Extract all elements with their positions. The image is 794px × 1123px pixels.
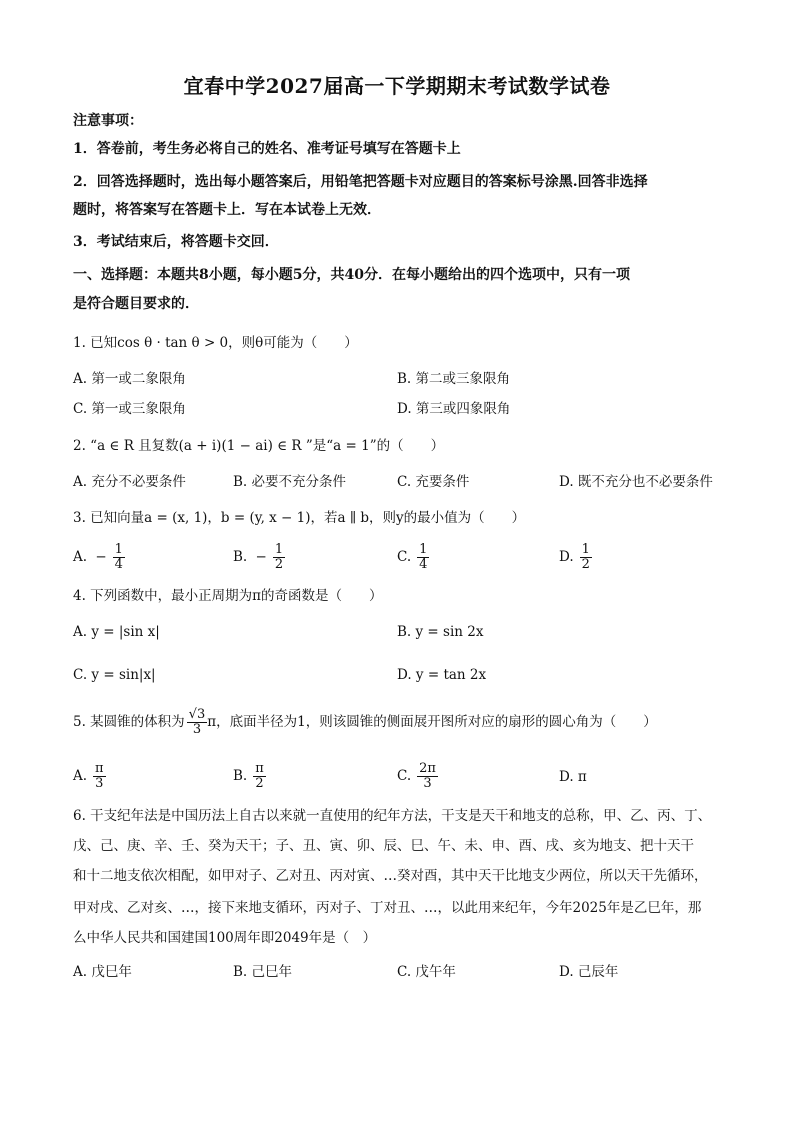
notice-item-2-cont: 题时，将答案写在答题卡上．写在本试卷上无效． (73, 202, 381, 218)
question-1-stem: 1. 已知cos θ · tan θ > 0，则θ可能为（ ） (73, 335, 358, 351)
minus-sign: − (95, 549, 107, 565)
fraction-denominator: 4 (419, 557, 428, 572)
question-2-option-b[interactable]: B. 必要不充分条件 (233, 474, 347, 490)
question-5-stem-post: π，底面半径为1，则该圆锥的侧面展开图所对应的扇形的圆心角为（ ） (207, 714, 657, 730)
question-5-option-b[interactable] (233, 762, 266, 791)
question-6-line-3: 和十二地支依次相配，如甲对子、乙对丑、丙对寅、…癸对酉，其中天干比地支少两位，所以天干先循环， (73, 868, 708, 884)
question-5-option-c[interactable] (397, 762, 438, 791)
volume-fraction (187, 708, 208, 737)
notice-item-2: 2．回答选择题时，选出每小题答案后，用铅笔把答题卡对应题目的答案标号涂黑.回答非选择 (73, 174, 648, 190)
fraction-numerator: √3 (188, 707, 206, 722)
option-label: A. (73, 768, 88, 784)
fraction (113, 543, 125, 572)
section-heading: 一、选择题：本题共8小题，每小题5分，共40分．在每小题给出的四个选项中，只有一项 (73, 267, 630, 283)
option-label: C. (397, 549, 412, 565)
fraction (93, 762, 106, 791)
fraction-denominator: 2 (274, 557, 284, 572)
question-2-stem: 2. “a ∈ R 且复数(a + i)(1 − ai) ∈ R ”是“a = 1”的（ ） (73, 438, 445, 454)
option-label: A. (73, 549, 88, 565)
question-6-line-5: 么中华人民共和国建国100周年即2049年是（ ） (73, 930, 377, 946)
fraction (273, 543, 285, 572)
fraction (417, 543, 429, 572)
fraction-denominator: 2 (581, 557, 590, 572)
fraction (253, 762, 266, 791)
fraction-denominator: 3 (95, 776, 104, 791)
question-6-option-a[interactable]: A. 戊巳年 (73, 964, 132, 980)
exam-title: 宜春中学2027届高一下学期期末考试数学试卷 (183, 74, 611, 98)
fraction-denominator: 3 (423, 776, 432, 791)
notice-heading: 注意事项： (73, 113, 143, 129)
option-label: B. (233, 549, 248, 565)
question-6-option-d[interactable]: D. 己辰年 (559, 964, 619, 980)
question-5-option-d[interactable]: D. π (559, 769, 587, 785)
question-6-option-c[interactable]: C. 戊午年 (397, 964, 456, 980)
minus-sign: − (255, 549, 267, 565)
fraction-denominator: 3 (192, 722, 202, 737)
question-5-stem (73, 708, 657, 737)
question-4-option-c[interactable]: C. y = sin|x| (73, 667, 156, 683)
section-heading-cont: 是符合题目要求的． (73, 296, 199, 312)
question-4-option-d[interactable]: D. y = tan 2x (397, 667, 487, 683)
question-3-stem: 3. 已知向量a = (x, 1)，b = (y, x − 1)，若a ∥ b，则y的最小值为（ ） (73, 510, 526, 526)
question-1-option-c[interactable]: C. 第一或三象限角 (73, 401, 186, 417)
fraction-numerator: 1 (581, 542, 590, 557)
question-6-line-4: 甲对戌、乙对亥、…，接下来地支循环，丙对子、丁对丑、…，以此用来纪年，今年2025年是乙巳年，那 (73, 900, 702, 916)
fraction-numerator: 1 (114, 542, 123, 557)
question-6-option-b[interactable]: B. 己巳年 (233, 964, 293, 980)
question-1-option-d[interactable]: D. 第三或四象限角 (397, 401, 511, 417)
notice-item-1: 1．答卷前，考生务必将自己的姓名、准考证号填写在答题卡上 (73, 141, 461, 157)
fraction-denominator: 4 (114, 557, 123, 572)
question-5-option-a[interactable] (73, 762, 106, 791)
question-6-line-1: 6. 干支纪年法是中国历法上自古以来就一直使用的纪年方法，干支是天干和地支的总称，甲、乙、丙、丁、 (73, 808, 712, 824)
option-label: D. (559, 549, 574, 565)
question-3-option-b[interactable] (233, 543, 285, 572)
fraction-numerator: π (255, 761, 264, 776)
notice-item-3: 3．考试结束后，将答题卡交回． (73, 234, 279, 250)
question-3-option-c[interactable] (397, 543, 429, 572)
question-2-option-a[interactable]: A. 充分不必要条件 (73, 474, 186, 490)
fraction (417, 762, 438, 791)
question-3-option-d[interactable] (559, 543, 592, 572)
question-1-option-a[interactable]: A. 第一或二象限角 (73, 371, 186, 387)
question-3-option-a[interactable] (73, 543, 125, 572)
fraction-numerator: 1 (419, 542, 428, 557)
fraction-numerator: π (95, 761, 104, 776)
fraction-numerator: 1 (274, 542, 284, 557)
fraction-numerator: 2π (419, 761, 436, 776)
question-2-option-c[interactable]: C. 充要条件 (397, 474, 470, 490)
option-label: C. (397, 768, 412, 784)
option-label: B. (233, 768, 248, 784)
question-4-option-a[interactable]: A. y = |sin x| (73, 624, 160, 640)
fraction-denominator: 2 (255, 776, 264, 791)
question-1-option-b[interactable]: B. 第二或三象限角 (397, 371, 511, 387)
question-5-stem-pre: 5. 某圆锥的体积为 (73, 714, 185, 730)
question-4-stem: 4. 下列函数中，最小正周期为π的奇函数是（ ） (73, 588, 383, 604)
question-6-line-2: 戊、己、庚、辛、壬、癸为天干；子、丑、寅、卯、辰、巳、午、未、申、酉、戌、亥为地支、把十天干 (73, 838, 694, 854)
question-2-option-d[interactable]: D. 既不充分也不必要条件 (559, 474, 713, 490)
fraction (580, 543, 592, 572)
question-4-option-b[interactable]: B. y = sin 2x (397, 624, 484, 640)
